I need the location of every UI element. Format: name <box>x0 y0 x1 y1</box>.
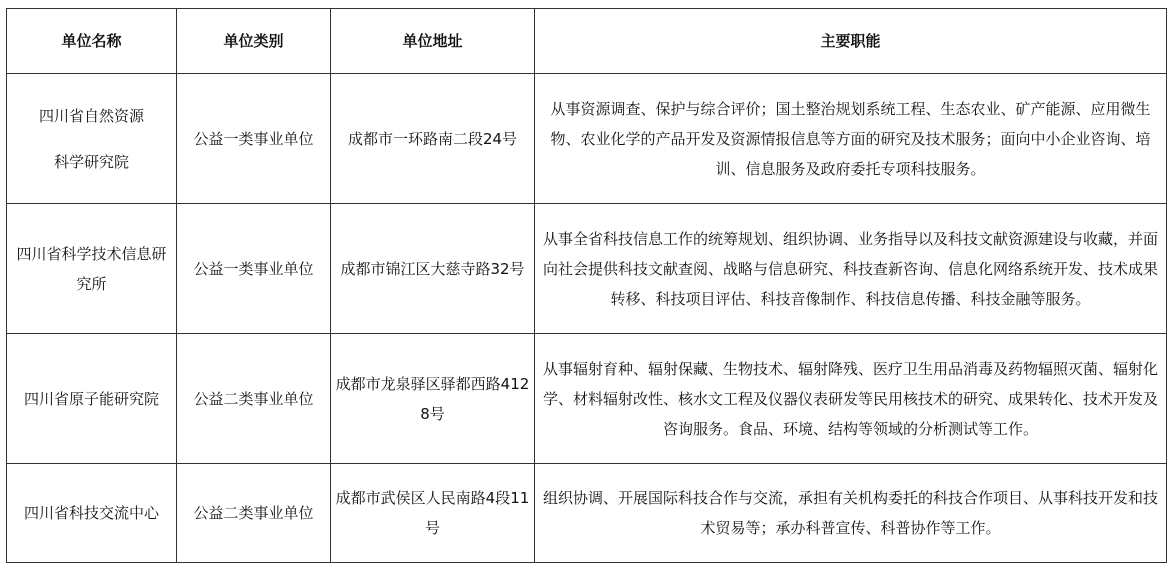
header-name: 单位名称 <box>7 9 177 74</box>
table-row <box>7 334 1167 464</box>
table-row <box>7 74 1167 204</box>
unit-address-cell: 成都市一环路南二段24号 <box>331 74 535 204</box>
table-row <box>7 464 1167 563</box>
unit-functions-cell: 从事资源调查、保护与综合评价；国土整治规划系统工程、生态农业、矿产能源、应用微生物、农业化学的产品开发及资源情报信息等方面的研究及技术服务；面向中小企业咨询、培训、信息服务及政府委托专项科技服务。 <box>535 74 1167 204</box>
unit-name-cell: 四川省原子能研究院 <box>7 334 177 464</box>
unit-functions-cell: 组织协调、开展国际科技合作与交流，承担有关机构委托的科技合作项目、从事科技开发和技术贸易等；承办科普宣传、科普协作等工作。 <box>535 464 1167 563</box>
unit-name-cell <box>7 74 177 204</box>
unit-type-cell: 公益二类事业单位 <box>177 334 331 464</box>
unit-functions-cell: 从事辐射育种、辐射保藏、生物技术、辐射降残、医疗卫生用品消毒及药物辐照灭菌、辐射化学、材料辐射改性、核水文工程及仪器仪表研发等民用核技术的研究、成果转化、技术开发及咨询服务。食品、环境、结构等领域的分析测试等工作。 <box>535 334 1167 464</box>
unit-address-cell: 成都市锦江区大慈寺路32号 <box>331 204 535 334</box>
unit-functions-cell: 从事全省科技信息工作的统筹规划、组织协调、业务指导以及科技文献资源建设与收藏，并面向社会提供科技文献查阅、战略与信息研究、科技查新咨询、信息化网络系统开发、技术成果转移、科技项目评估、科技音像制作、科技信息传播、科技金融等服务。 <box>535 204 1167 334</box>
unit-name-line: 四川省自然资源 <box>38 106 144 125</box>
header-address: 单位地址 <box>331 9 535 74</box>
unit-type-cell: 公益一类事业单位 <box>177 204 331 334</box>
header-functions: 主要职能 <box>535 9 1167 74</box>
unit-name-cell: 四川省科技交流中心 <box>7 464 177 563</box>
unit-address-cell: 成都市武侯区人民南路4段11号 <box>331 464 535 563</box>
unit-address-cell: 成都市龙泉驿区驿都西路4128号 <box>331 334 535 464</box>
unit-type-cell: 公益一类事业单位 <box>177 74 331 204</box>
header-row <box>7 9 1167 74</box>
unit-name-cell: 四川省科学技术信息研究所 <box>7 204 177 334</box>
unit-type-cell: 公益二类事业单位 <box>177 464 331 563</box>
header-type: 单位类别 <box>177 9 331 74</box>
unit-name-line: 科学研究院 <box>53 152 129 171</box>
units-table <box>6 8 1167 563</box>
table-row <box>7 204 1167 334</box>
